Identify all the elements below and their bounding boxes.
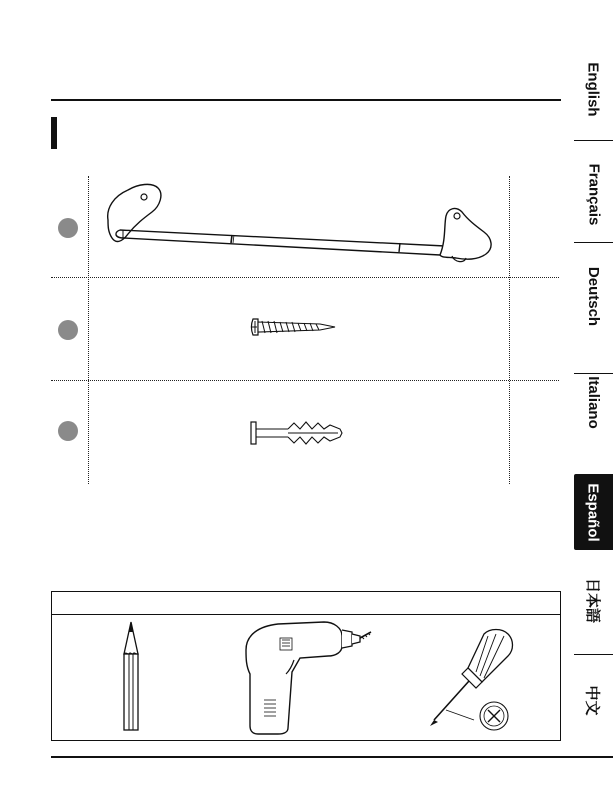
tab-deutsch-label: Deutsch [585, 266, 602, 326]
tab-italiano-label: Italiano [585, 375, 603, 429]
bottom-rule [51, 756, 613, 758]
wall-anchor-illustration [248, 418, 348, 448]
screw-illustration [250, 316, 340, 338]
tab-divider-2 [574, 242, 613, 243]
tab-english-label: English [585, 61, 603, 117]
tab-deutsch[interactable] [574, 258, 613, 334]
screwdriver-illustration [422, 628, 522, 733]
tab-chinese[interactable] [574, 672, 613, 728]
part-b-bullet [58, 320, 78, 340]
part-c-bullet [58, 421, 78, 441]
parts-row-divider-1 [51, 277, 559, 278]
parts-right-divider [509, 176, 510, 484]
tools-header-rule [51, 614, 561, 615]
parts-left-divider [88, 176, 89, 484]
tab-espanol[interactable] [574, 474, 613, 550]
tab-divider-1 [574, 140, 613, 141]
tab-francais-label: Français [585, 163, 603, 225]
tab-italiano[interactable] [574, 364, 613, 440]
drill-illustration [238, 620, 373, 735]
tab-japanese-label: 日本語 [584, 577, 602, 623]
tab-divider-4 [574, 654, 613, 655]
tab-japanese[interactable] [574, 572, 613, 628]
parts-row-divider-2 [51, 380, 559, 381]
tab-espanol-label: Español [585, 482, 603, 542]
towel-bar-illustration [100, 180, 500, 265]
part-a-bullet [58, 218, 78, 238]
tab-francais[interactable] [574, 156, 613, 232]
tab-chinese-label: 中文 [583, 684, 601, 716]
pencil-illustration [116, 620, 146, 732]
tab-english[interactable] [574, 56, 613, 122]
